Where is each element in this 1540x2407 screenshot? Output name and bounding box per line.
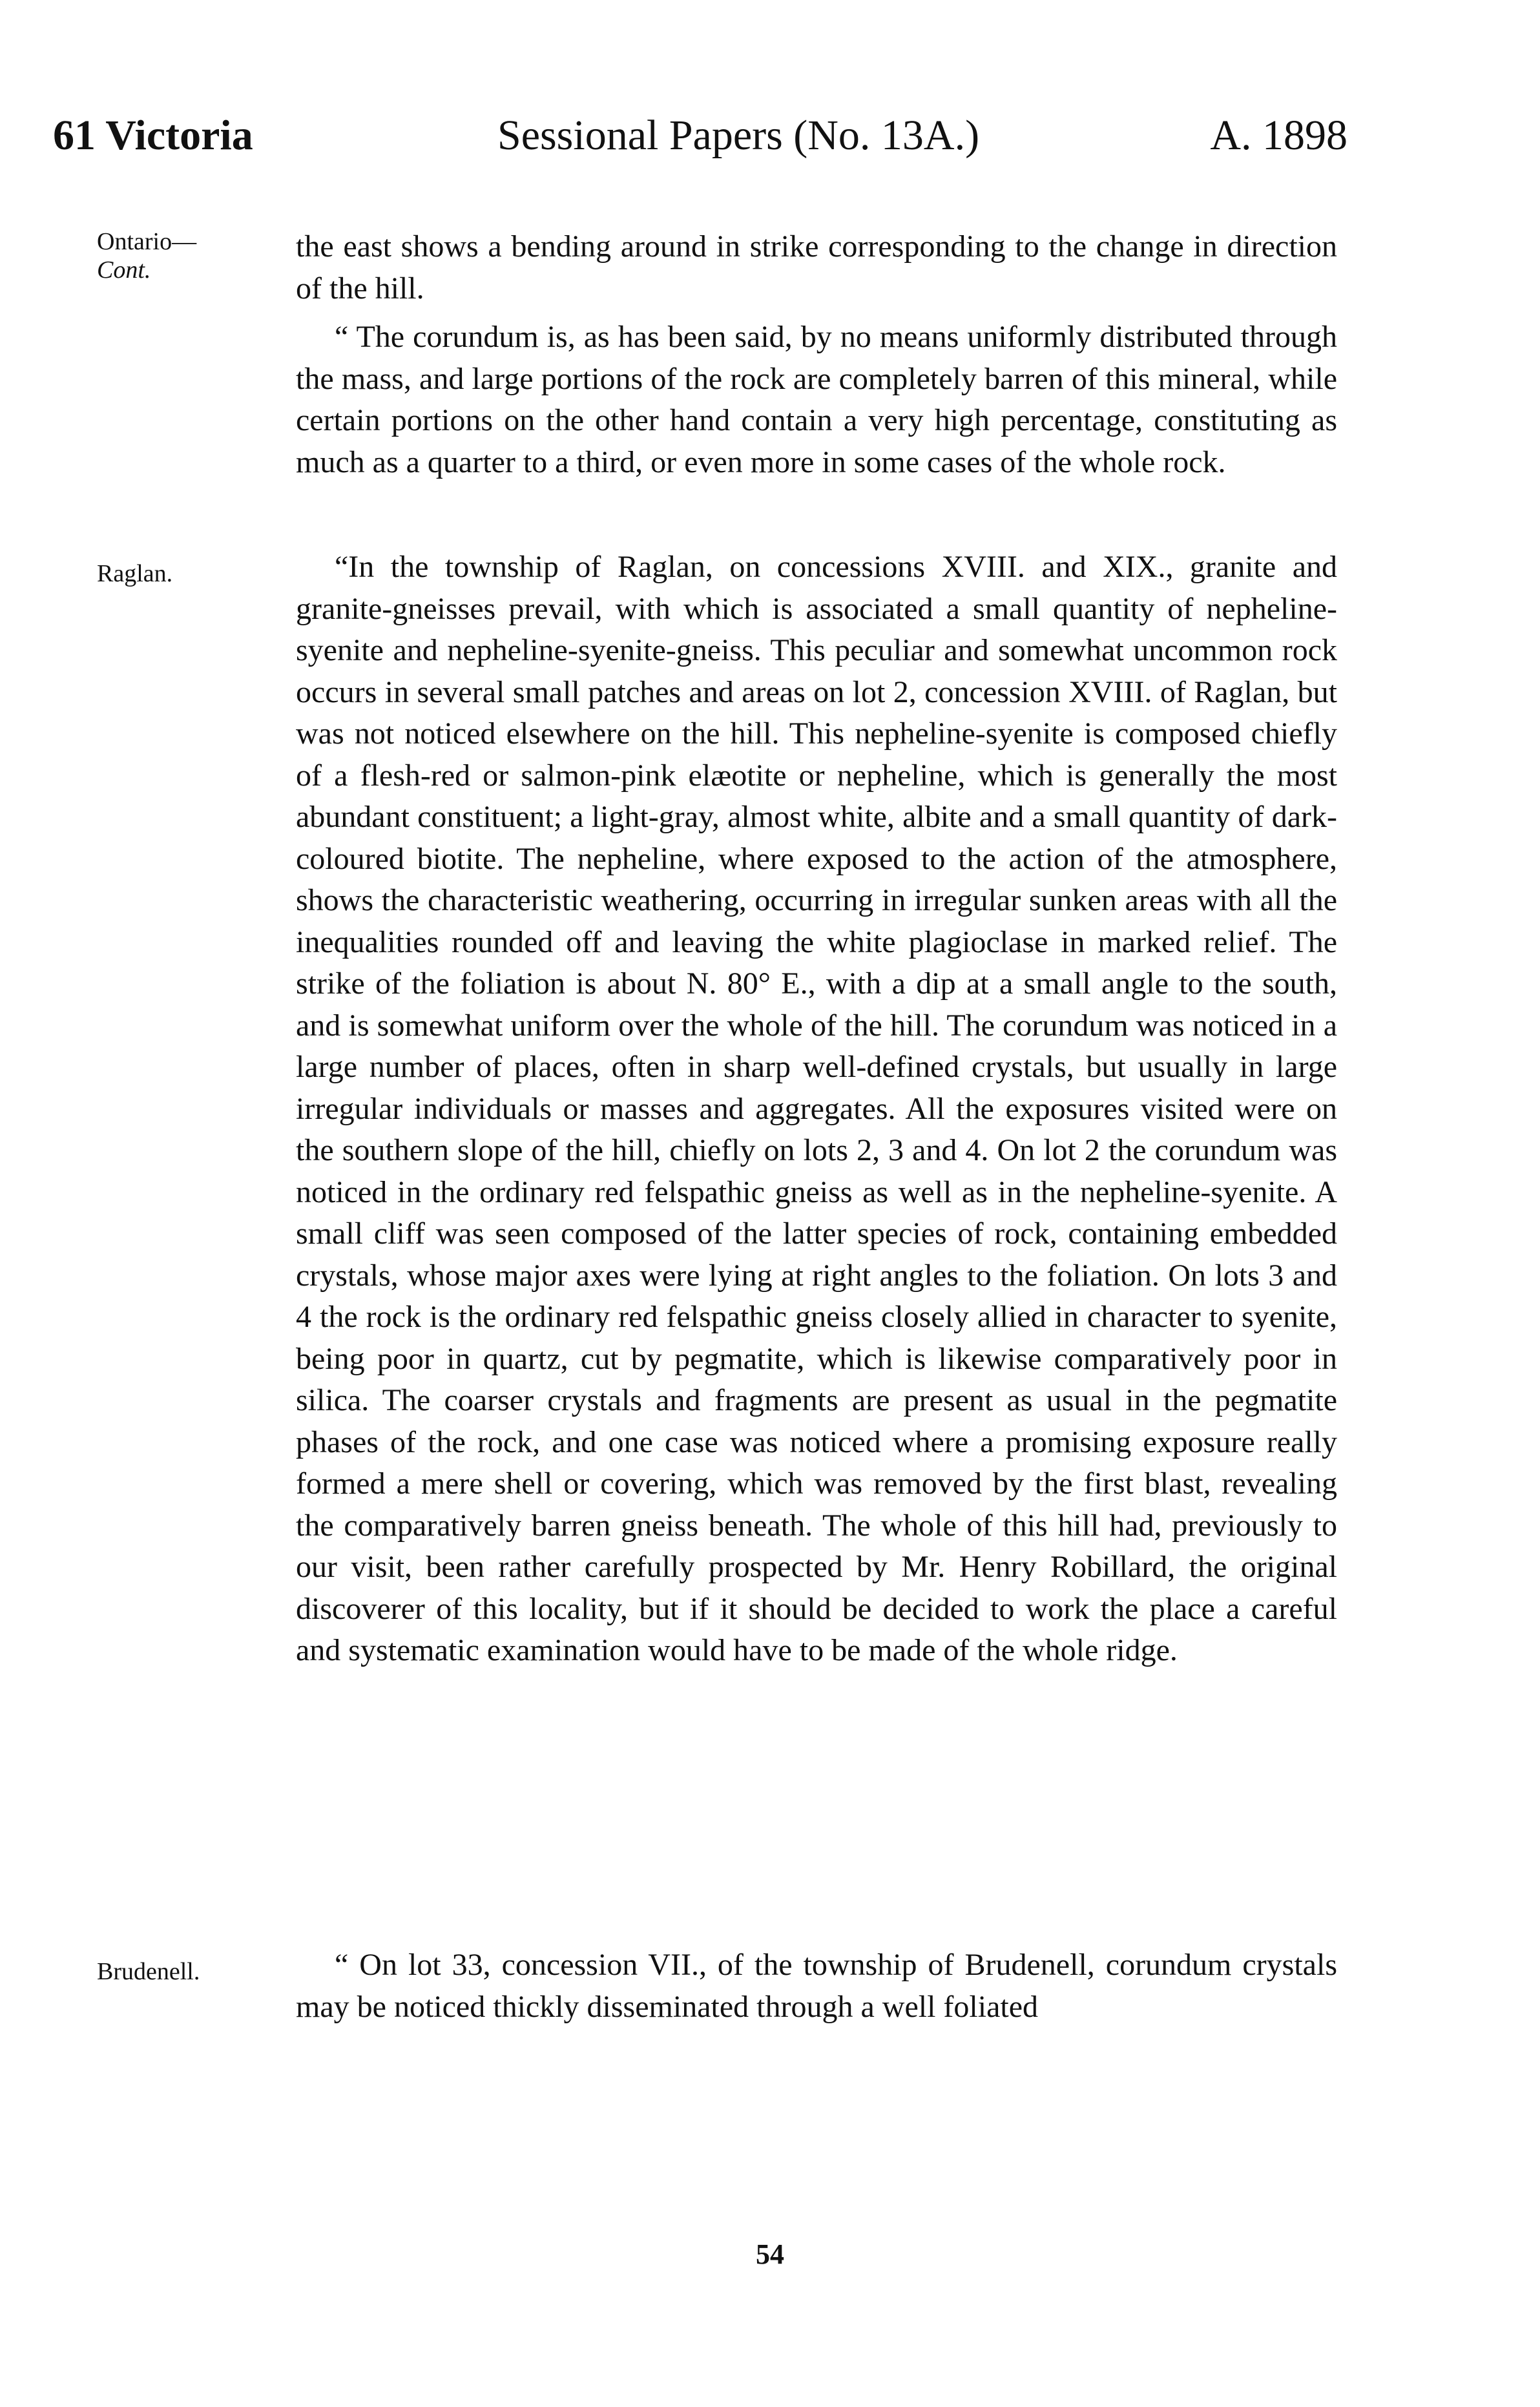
header-volume: 61 Victoria (53, 112, 253, 159)
page-number: 54 (756, 2238, 784, 2270)
margin-note-ontario-label: Ontario— (97, 228, 197, 255)
header-title: Sessional Papers (No. 13A.) (497, 112, 980, 159)
paragraph-corundum-distribution: “ The corundum is, as has been said, by no means uniformly distributed through the mass, and large portions of the rock are completely barren of this mineral, while certain portions on the other hand contain a very high percentage, constituting as much as a quarter to a third, or even more in some cases of the whole rock. (296, 320, 1337, 479)
header-year: A. 1898 (1210, 112, 1348, 159)
margin-note-ontario (97, 227, 284, 284)
paragraph-raglan: “In the township of Raglan, on concessions XVIII. and XIX., granite and granite-gneisses prevail, with which is associated a small quantity of nepheline-syenite and nepheline-syenite-gneiss. This peculiar and somewhat uncommon rock occurs in several small patches and areas on lot 2, concession XVIII. of Raglan, but was not noticed elsewhere on the hill. This nepheline-syenite is composed chiefly of a flesh-red or salmon-pink elæotite or nepheline, which is generally the most abundant constituent; a light-gray, almost white, albite and a small quantity of dark-coloured biotite. The nepheline, where exposed to the action of the atmosphere, shows the characteristic weathering, occurring in irregular sunken areas with all the inequalities rounded off and leaving the white plagioclase in marked relief. The strike of the foliation is about N. 80° E., with a dip at a small angle to the south, and is somewhat uniform over the whole of the hill. The corundum was noticed in a large number of places, often in sharp well-defined crystals, but usually in large irregular individuals or masses and aggregates. All the exposures visited were on the southern slope of the hill, chiefly on lots 2, 3 and 4. On lot 2 the corundum was noticed in the ordinary red felspathic gneiss as well as in the nepheline-syenite. A small cliff was seen composed of the latter species of rock, containing embedded crystals, whose major axes were lying at right angles to the foliation. On lots 3 and 4 the rock is the ordinary red felspathic gneiss closely allied in character to syenite, being poor in quartz, cut by pegmatite, which is likewise comparatively poor in silica. The coarser crystals and fragments are present as usual in the pegmatite phases of the rock, and one case was noticed where a promising exposure really formed a mere shell or covering, which was removed by the first blast, revealing the comparatively barren gneiss beneath. The whole of this hill had, previously to our visit, been rather carefully prospected by Mr. Henry Robillard, the original discoverer of this locality, but if it should be decided to work the place a careful and systematic examination would have to be made of the whole ridge. (296, 550, 1337, 1667)
paragraph-continuation: the east shows a bending around in strike corresponding to the change in direction of the hill. (296, 229, 1337, 306)
paragraph-brudenell: “ On lot 33, concession VII., of the township of Brudenell, corundum crystals may be noticed thickly disseminated through a well foliated (296, 1948, 1337, 2024)
running-header (0, 103, 1540, 168)
margin-note-ontario-cont: Cont. (97, 256, 151, 284)
margin-note-brudenell: Brudenell. (97, 1958, 200, 1985)
margin-note-raglan: Raglan. (97, 560, 173, 587)
